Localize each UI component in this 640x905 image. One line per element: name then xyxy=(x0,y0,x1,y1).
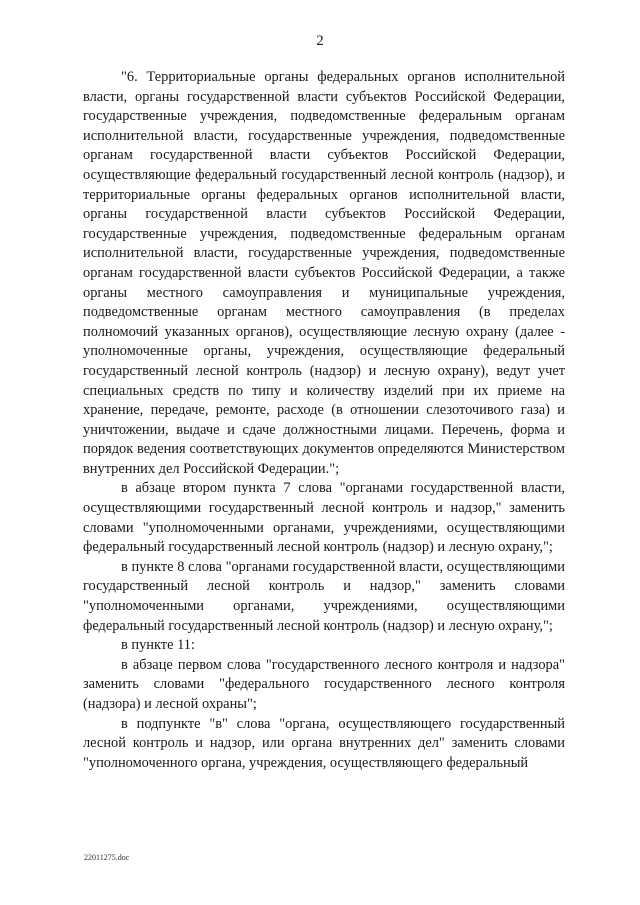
paragraph-point-11-first-subparagraph: в абзаце первом слова "государственного лесного контроля и надзора" заменить словами "федерального государственного лесного контроля (надзора) и лесной охраны"; xyxy=(83,656,565,712)
paragraph-item-6: "6. Территориальные органы федеральных органов исполнительной власти, органы государственной власти субъектов Российской Федерации, государственные учреждения, подведомственные федеральным органам исполнительной власти, государственные учреждения, подведомственные органам государственной власти субъектов Российской Федерации, осуществляющие федеральный государственный лесной контроль (надзор), и территориальные органы федеральных органов исполнительной власти, органы государственной власти субъектов Российской Федерации, государственные учреждения, подведомственные федеральным органам исполнительной власти, государственные учреждения, подведомственные органам государственной власти субъектов Российской Федерации, а также органы местного самоуправления и муниципальные учреждения, подведомственные органам местного самоуправления (в пределах полномочий указанных органов), осуществляющие лесную охрану (далее - уполномоченные органы, учреждения, осуществляющие федеральный государственный лесной контроль (надзор) и лесную охрану), ведут учет специальных средств по типу и количеству изделий при их приеме на хранение, передаче, ремонте, расходе (в отношении слезоточивого газа) и уничтожении, выдаче и сдаче должностными лицами. Перечень, форма и порядок ведения соответствующих документов определяются Министерством внутренних дел Российской Федерации."; xyxy=(83,69,565,477)
paragraph-point-7-amendment: в абзаце втором пункта 7 слова "органами государственной власти, осуществляющими государственный лесной контроль и надзор," заменить словами "уполномоченными органами, учреждениями, осуществляющими федеральный государственный лесной контроль (надзор) и лесную охрану,"; xyxy=(83,480,565,556)
page-number: 2 xyxy=(316,33,324,49)
paragraph-point-8-amendment: в пункте 8 слова "органами государственной власти, осуществляющими государственный лесной контроль и надзор," заменить словами "уполномоченными органами, учреждениями, осуществляющими федеральный государственный лесной контроль (надзор) и лесную охрану,"; xyxy=(83,558,565,634)
paragraph-point-11-subpoint-v: в подпункте "в" слова "органа, осуществляющего государственный лесной контроль и надзор, или органа внутренних дел" заменить словами "уполномоченного органа, учреждения, осуществляющего федеральный xyxy=(83,715,565,771)
document-file-name: 22011275.doc xyxy=(84,853,130,862)
document-body xyxy=(83,68,565,773)
paragraph-point-11-heading: в пункте 11: xyxy=(121,637,195,654)
